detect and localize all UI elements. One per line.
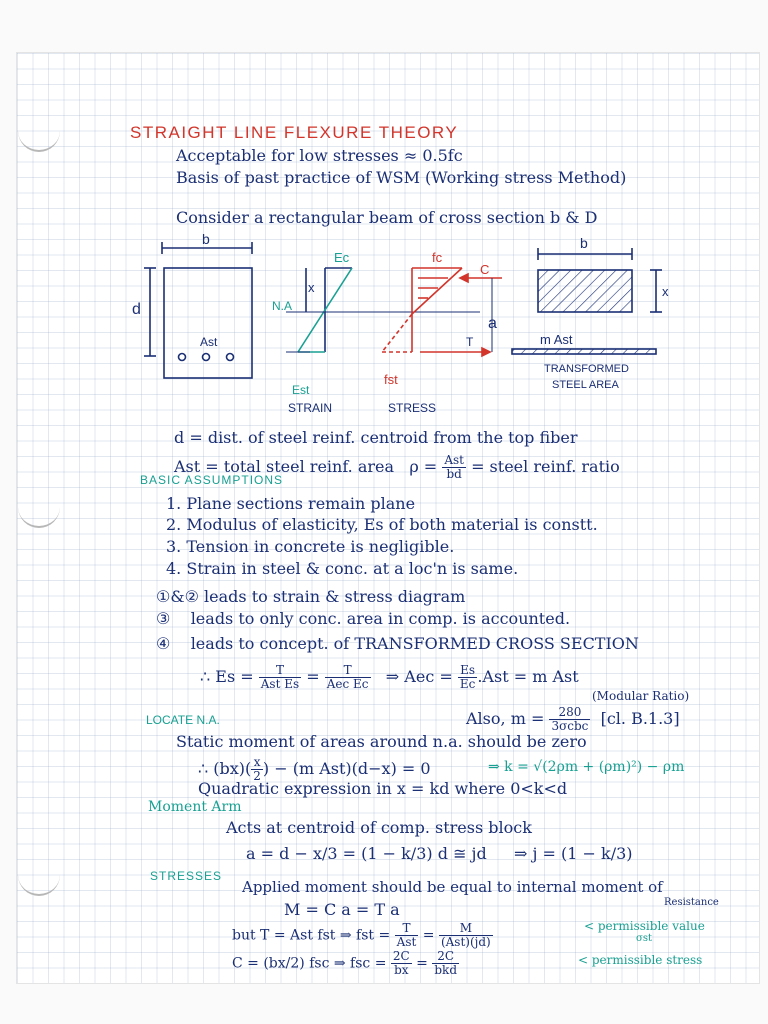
assumptions-heading: BASIC ASSUMPTIONS <box>140 473 284 487</box>
transformed-section <box>512 248 662 354</box>
intro-line-2: Basis of past practice of WSM (Working stress Method) <box>176 168 627 187</box>
stresses-mca: M = C a = T a <box>284 900 400 919</box>
fsc-f2-den: bkd <box>434 963 457 978</box>
def-rho-tail: = steel reinf. ratio <box>471 457 620 477</box>
eq1-f3-num: Es <box>458 664 477 678</box>
label-est: Est <box>292 383 310 397</box>
beam-cross-section <box>144 242 252 378</box>
lead-1-mark: ①&② <box>156 587 199 606</box>
label-fst: fst <box>384 372 398 387</box>
lead-2-mark: ③ <box>156 609 171 628</box>
page-title: STRAIGHT LINE FLEXURE THEORY <box>130 123 459 142</box>
permissible-value-st: < permissible value <box>584 919 705 933</box>
eq1-f2-num: T <box>325 664 371 678</box>
label-c: C <box>480 262 490 277</box>
label-x2: x <box>662 284 669 299</box>
assumption-3: 3. Tension in concrete is negligible. <box>166 537 455 556</box>
also-prefix: Also, m = <box>466 709 545 729</box>
lead-1 <box>156 589 465 605</box>
stresses-line-1: Applied moment should be equal to internal moment of <box>242 878 663 896</box>
lead-3-mark: ④ <box>156 634 171 653</box>
eq1-f1-den: Ast Es <box>260 677 300 692</box>
intro-line-3: Consider a rectangular beam of cross section b & D <box>176 208 598 227</box>
fst-eq: = <box>422 927 435 944</box>
assumption-1: 1. Plane sections remain plane <box>166 494 416 513</box>
label-a: a <box>488 315 497 332</box>
locate-line-3: Quadratic expression in x = kd where 0<k<d <box>198 779 568 798</box>
locate-eq-tail: ) − (m Ast)(d−x) = 0 <box>262 759 431 779</box>
strain-diagram <box>286 268 480 352</box>
lead-3 <box>156 636 639 652</box>
label-ast: Ast <box>200 335 218 349</box>
moment-arm-equation: a = d − x/3 = (1 − k/3) d ≅ jd <box>246 844 487 863</box>
fsc-prefix: C = (bx/2) fsc ⇒ fsc = <box>232 955 387 972</box>
modular-ratio-equation <box>200 664 579 691</box>
fsc-f1-den: bx <box>394 963 409 978</box>
locate-line-1: Static moment of areas around n.a. should be zero <box>176 732 587 751</box>
stresses-resistance: Resistance <box>664 897 719 908</box>
eq1-prefix: ∴ Es = <box>200 667 254 687</box>
locate-eq-prefix: ∴ (bx)( <box>198 759 252 779</box>
locate-eq-num: x <box>251 756 263 770</box>
label-strain: STRAIN <box>288 401 333 415</box>
lead-2-text: leads to only conc. area in comp. is accounted. <box>190 609 571 628</box>
permissible-stress-sc: < permissible stress <box>578 953 703 967</box>
intro-line-1: Acceptable for low stresses ≈ 0.5fc <box>176 146 463 165</box>
modular-ratio-note: (Modular Ratio) <box>592 689 690 703</box>
lead-1-text: leads to strain & stress diagram <box>204 587 466 606</box>
stresses-fsc-equation <box>232 950 459 977</box>
assumption-2: 2. Modulus of elasticity, Es of both material is constt. <box>166 515 598 534</box>
label-b: b <box>202 234 210 247</box>
also-ref: [cl. B.1.3] <box>600 709 680 729</box>
also-m-equation <box>466 706 680 733</box>
label-ec: Ec <box>334 250 350 265</box>
label-stress: STRESS <box>388 401 437 415</box>
also-num: 280 <box>549 706 590 720</box>
fst-f2-num: M <box>439 922 493 936</box>
fsc-eq: = <box>416 955 428 972</box>
moment-arm-line-1: Acts at centroid of comp. stress block <box>226 818 532 837</box>
k-equation: ⇒ k = √(2ρm + (ρm)²) − ρm <box>488 759 685 775</box>
moment-arm-heading: Moment Arm <box>148 799 242 815</box>
eq1-eq: = <box>306 667 320 687</box>
rho-num: Ast <box>444 453 464 467</box>
label-mast: m Ast <box>540 332 573 347</box>
lead-2 <box>156 611 570 627</box>
label-t: T <box>466 335 474 349</box>
fst-f1-den: Ast <box>396 935 417 950</box>
def-rho: ρ = <box>409 457 438 477</box>
permissible-value-st-sub: σst <box>636 933 652 944</box>
eq1-f3-den: Ec <box>459 677 476 692</box>
locate-eq-den: 2 <box>253 769 261 784</box>
lead-3-text: leads to concept. of TRANSFORMED CROSS SECTION <box>190 634 639 653</box>
def-d: d = dist. of steel reinf. centroid from the top fiber <box>174 428 578 447</box>
locate-na-heading: LOCATE N.A. <box>146 713 220 727</box>
eq1-f1-num: T <box>259 664 301 678</box>
label-fc: fc <box>432 250 443 265</box>
eq1-tail: .Ast = m Ast <box>477 667 579 687</box>
label-transformed-1: TRANSFORMED <box>544 363 629 375</box>
stresses-heading: STRESSES <box>150 869 223 883</box>
def-ast-text: Ast = total steel reinf. area <box>174 457 395 477</box>
fst-prefix: but T = Ast fst ⇒ fst = <box>232 927 391 944</box>
label-na: N.A <box>272 299 293 313</box>
label-d: d <box>132 301 141 318</box>
eq1-arrow: ⇒ Aec = <box>385 667 453 687</box>
also-den: 3σcbc <box>551 719 589 734</box>
eq1-f2-den: Aec Ec <box>326 677 369 692</box>
j-equation: ⇒ j = (1 − k/3) <box>514 844 633 863</box>
label-transformed-2: STEEL AREA <box>552 379 619 391</box>
label-x: x <box>308 280 315 295</box>
fst-f2-den: (Ast)(jd) <box>440 935 491 950</box>
assumption-4: 4. Strain in steel & conc. at a loc'n is same. <box>166 559 519 578</box>
fsc-f2-num: 2C <box>432 950 459 964</box>
rho-den: bd <box>446 467 462 482</box>
beam-diagrams <box>120 234 680 424</box>
fsc-f1-num: 2C <box>392 949 410 963</box>
stresses-fst-equation <box>232 922 493 949</box>
fst-f1-num: T <box>395 922 419 936</box>
label-b2: b <box>580 235 588 251</box>
